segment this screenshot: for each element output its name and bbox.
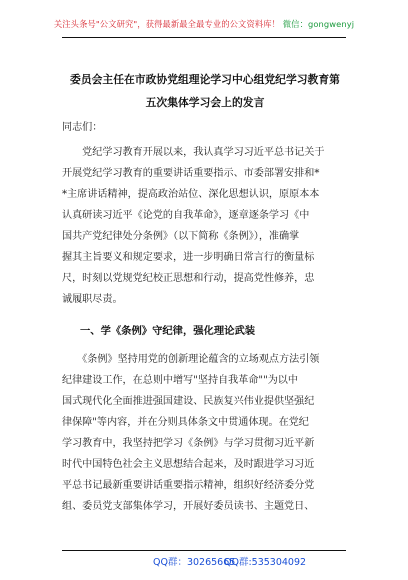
footer-qq-group-2: QQ群:535304092 [224,557,307,568]
header-rule [62,37,346,38]
paragraph-line: *主席讲话精神，提高政治站位、深化思想认识，原原本本 [62,189,320,200]
paragraph-line: 《条例》坚持用党的创新理论蕴含的立场观点方法引领 [62,354,320,365]
paragraph-line: 平总书记最新重要讲话重要指示精神，组织好经济委分党 [62,480,315,491]
footer-rule [62,550,346,551]
paragraph-2 [62,349,345,517]
document-title-line-1: 委员会主任在市政协党组理论学习中心组党纪学习教育第 [70,73,340,86]
banner-wechat-text: 微信：gongwenyj [280,19,355,29]
footer-qq-group-1: QQ群：30265665 [153,557,236,568]
section-heading: 一、学《条例》守纪律，强化理论武装 [80,325,256,337]
paragraph-line: 诚履职尽责。 [62,294,123,305]
paragraph-line: 国式现代化全面推进强国建设、民族复兴伟业提供坚强纪 [62,396,315,407]
paragraph-line: 开展党纪学习教育的重要讲话重要指示、市委部署安排和* [62,168,320,179]
banner-promo-text: 关注头条号"公文研究"，获得最新最全最专业的公文资料库！ [53,19,281,29]
paragraph-line: 纪律建设工作，在总则中增写"坚持自我革命""为以中 [62,375,298,386]
top-banner [0,18,408,30]
paragraph-line: 党纪学习教育开展以来，我认真学习习近平总书记关于 [62,147,325,158]
paragraph-line: 组、委员党支部集体学习，开展好委员读书、主题党日、 [62,501,315,512]
paragraph-line: 律保障"等内容，并在分则具体条文中贯通体现。在党纪 [62,417,309,428]
paragraph-line: 握其主旨要义和规定要求，进一步明确日常言行的衡量标 [62,252,315,263]
paragraph-line: 尺，时刻以党规党纪校正思想和行动，提高党性修养，忠 [62,273,315,284]
paragraph-line: 学习教育中，我坚持把学习《条例》与学习贯彻习近平新 [62,438,315,449]
document-title-line-2: 五次集体学习会上的发言 [145,96,265,109]
paragraph-line: 认真研读习近平《论党的自我革命》，逐章逐条学习《中 [62,210,310,221]
salutation: 同志们： [62,122,103,133]
paragraph-1 [62,142,345,310]
paragraph-line: 时代中国特色社会主义思想结合起来，及时跟进学习习近 [62,459,315,470]
paragraph-line: 国共产党纪律处分条例》（以下简称《条例》），准确掌 [62,231,300,242]
